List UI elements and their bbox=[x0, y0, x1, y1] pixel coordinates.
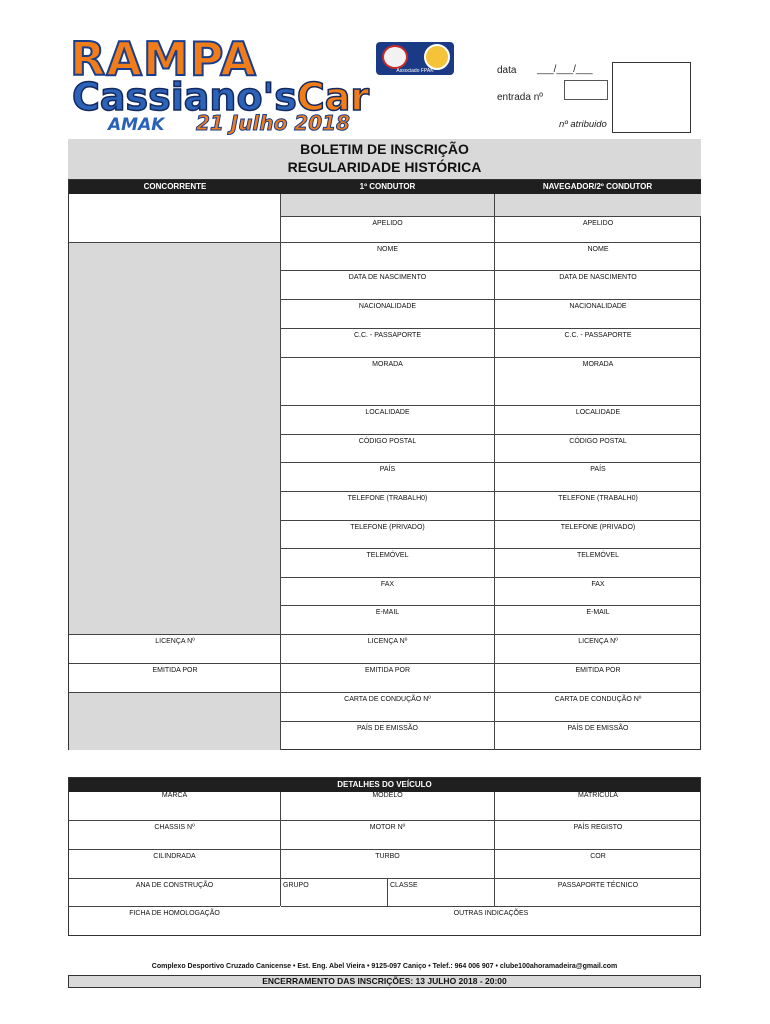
vehicle-ficha-homologacao[interactable]: FICHA DE HOMOLOGAÇÃO bbox=[69, 906, 280, 935]
registration-table bbox=[68, 179, 701, 750]
condutor-pais[interactable]: PAÍS bbox=[281, 462, 494, 491]
vehicle-chassis[interactable]: CHASSIS Nº bbox=[69, 820, 280, 849]
vehicle-turbo[interactable]: TURBO bbox=[281, 849, 494, 878]
entrada-label: entrada nº bbox=[497, 92, 543, 103]
condutor-nome[interactable]: NOME bbox=[281, 242, 494, 270]
title-line-1: BOLETIM DE INSCRIÇÃO bbox=[300, 141, 469, 157]
vehicle-header: DETALHES DO VEÍCULO bbox=[69, 778, 700, 792]
vehicle-motor[interactable]: MOTOR Nº bbox=[281, 820, 494, 849]
vehicle-passaporte-tecnico[interactable]: PASSAPORTE TÉCNICO bbox=[495, 878, 701, 906]
navegador-email[interactable]: E-MAIL bbox=[495, 605, 701, 634]
data-value[interactable]: ___/___/___ bbox=[537, 64, 593, 75]
vehicle-outras-indicacoes[interactable]: OUTRAS INDICAÇÕES bbox=[281, 906, 701, 935]
navegador-top-shade bbox=[495, 194, 701, 216]
condutor-codigo-postal[interactable]: CÓDIGO POSTAL bbox=[281, 434, 494, 462]
navegador-localidade[interactable]: LOCALIDADE bbox=[495, 405, 701, 434]
vehicle-pais-registo[interactable]: PAÍS REGISTO bbox=[495, 820, 701, 849]
navegador-licenca[interactable]: LICENÇA Nº bbox=[495, 634, 701, 663]
navegador-fax[interactable]: FAX bbox=[495, 577, 701, 605]
condutor-carta[interactable]: CARTA DE CONDUÇÃO Nº bbox=[281, 692, 494, 721]
navegador-telefone-privado[interactable]: TELEFONE (PRIVADO) bbox=[495, 520, 701, 548]
concorrente-divider bbox=[69, 242, 281, 246]
title-line-2: REGULARIDADE HISTÓRICA bbox=[287, 159, 482, 175]
navegador-morada[interactable]: MORADA bbox=[495, 357, 701, 405]
condutor-email[interactable]: E-MAIL bbox=[281, 605, 494, 634]
atribuido-label: nº atribuido bbox=[559, 119, 607, 130]
vehicle-grupo[interactable]: GRUPO bbox=[281, 878, 387, 906]
navegador-nacionalidade[interactable]: NACIONALIDADE bbox=[495, 299, 701, 328]
entrada-field[interactable] bbox=[564, 80, 608, 100]
condutor-top-shade bbox=[281, 194, 494, 216]
logo-amak: AMAK bbox=[108, 115, 165, 135]
fpak-seal-icon bbox=[382, 45, 408, 69]
vehicle-matricula[interactable]: MATRÍCULA bbox=[578, 792, 618, 799]
navegador-apelido[interactable]: APELIDO bbox=[495, 216, 701, 242]
logo-car-text: Car bbox=[296, 75, 370, 119]
navegador-telemovel[interactable]: TELEMÓVEL bbox=[495, 548, 701, 577]
condutor-pais-emissao[interactable]: PAÍS DE EMISSÃO bbox=[281, 721, 494, 749]
condutor-morada[interactable]: MORADA bbox=[281, 357, 494, 405]
condutor-passaporte[interactable]: C.C. - PASSAPORTE bbox=[281, 328, 494, 357]
condutor-apelido[interactable]: APELIDO bbox=[281, 216, 494, 242]
logo-event-date: 21 Julho 2018 bbox=[196, 111, 350, 135]
concorrente-licenca[interactable]: LICENÇA Nº bbox=[69, 634, 281, 663]
condutor-data-nascimento[interactable]: DATA DE NASCIMENTO bbox=[281, 270, 494, 299]
form-title bbox=[68, 139, 701, 180]
badge-text: Associado FPAK bbox=[396, 68, 434, 74]
navegador-pais-emissao[interactable]: PAÍS DE EMISSÃO bbox=[495, 721, 701, 749]
closing-date: ENCERRAMENTO DAS INSCRIÇÕES: 13 JULHO 2018 - 20:00 bbox=[68, 975, 701, 988]
navegador-data-nascimento[interactable]: DATA DE NASCIMENTO bbox=[495, 270, 701, 299]
vehicle-modelo[interactable]: MODELO bbox=[372, 792, 403, 799]
header-navegador: NAVEGADOR/2º CONDUTOR bbox=[494, 180, 701, 194]
navegador-nome[interactable]: NOME bbox=[495, 242, 701, 270]
header-concorrente: CONCORRENTE bbox=[69, 180, 281, 194]
fpak-badge bbox=[376, 42, 454, 75]
condutor-telefone-privado[interactable]: TELEFONE (PRIVADO) bbox=[281, 520, 494, 548]
header-condutor: 1º CONDUTOR bbox=[281, 180, 494, 194]
footer-address: Complexo Desportivo Cruzado Canicense • Est. Eng. Abel Vieira • 9125-097 Caniço • Telef.: 964 006 907 • clube100ahoramadeira@gmail.com bbox=[151, 963, 618, 970]
concorrente-emitida[interactable]: EMITIDA POR bbox=[69, 663, 281, 692]
logo-rampa: RAMPA bbox=[70, 32, 257, 86]
vehicle-cor[interactable]: COR bbox=[495, 849, 701, 878]
concorrente-divider-bottom bbox=[69, 692, 281, 696]
vehicle-ano-construcao[interactable]: ANA DE CONSTRUÇÃO bbox=[69, 878, 280, 906]
logo-cassiano-text: Cassiano's bbox=[72, 75, 297, 119]
condutor-fax[interactable]: FAX bbox=[281, 577, 494, 605]
vehicle-table bbox=[68, 777, 701, 936]
photo-box[interactable] bbox=[612, 62, 691, 133]
navegador-codigo-postal[interactable]: CÓDIGO POSTAL bbox=[495, 434, 701, 462]
vehicle-cilindrada[interactable]: CILINDRADA bbox=[69, 849, 280, 878]
condutor-telemovel[interactable]: TELEMÓVEL bbox=[281, 548, 494, 577]
condutor-localidade[interactable]: LOCALIDADE bbox=[281, 405, 494, 434]
navegador-emitida[interactable]: EMITIDA POR bbox=[495, 663, 701, 692]
vehicle-marca[interactable]: MARCA bbox=[161, 792, 188, 799]
navegador-passaporte[interactable]: C.C. - PASSAPORTE bbox=[495, 328, 701, 357]
navegador-pais[interactable]: PAÍS bbox=[495, 462, 701, 491]
condutor-nacionalidade[interactable]: NACIONALIDADE bbox=[281, 299, 494, 328]
club-seal-icon bbox=[424, 44, 450, 70]
vehicle-classe[interactable]: CLASSE bbox=[388, 878, 494, 906]
navegador-telefone-trabalho[interactable]: TELEFONE (TRABALH0) bbox=[495, 491, 701, 520]
condutor-emitida[interactable]: EMITIDA POR bbox=[281, 663, 494, 692]
condutor-telefone-trabalho[interactable]: TELEFONE (TRABALH0) bbox=[281, 491, 494, 520]
concorrente-shade-bottom bbox=[69, 692, 281, 750]
concorrente-shade bbox=[69, 242, 281, 634]
data-label: data bbox=[497, 65, 517, 76]
condutor-licenca[interactable]: LICENÇA Nº bbox=[281, 634, 494, 663]
navegador-carta[interactable]: CARTA DE CONDUÇÃO Nº bbox=[495, 692, 701, 721]
